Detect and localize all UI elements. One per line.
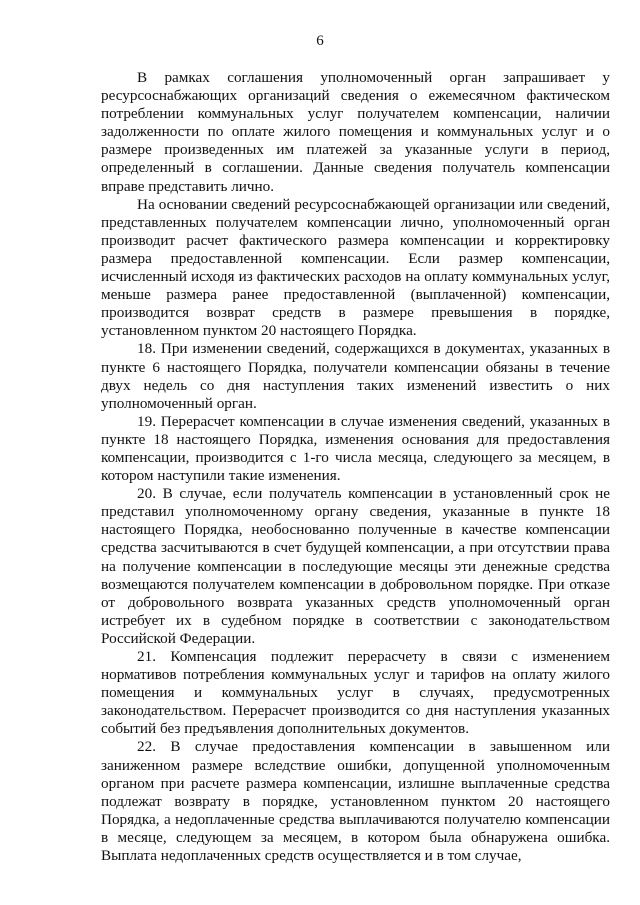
paragraph-21: 21. Компенсация подлежит перерасчету в связи с изменением нормативов потребления коммунальных услуг и тарифов на оплату жилого помещения и коммунальных услуг в случаях, предусмотренных законодательством. Перерасчет производится со дня наступления указанных событий без предъявления дополнительных документов. xyxy=(101,648,610,738)
paragraph-20: 20. В случае, если получатель компенсации в установленный срок не представил уполномоченному органу сведения, указанные в пункте 18 настоящего Порядка, необоснованно полученные в качестве компенсации средства засчитываются в счет будущей компенсации, а при отсутствии права на получение компенсации в последующие месяцы эти денежные средства возмещаются получателем компенсации в добровольном порядке. При отказе от добровольного возврата указанных средств уполномоченный орган истребует их в судебном порядке в соответствии с законодательством Российской Федерации. xyxy=(101,485,610,647)
paragraph-19: 19. Перерасчет компенсации в случае изменения сведений, указанных в пункте 18 настоящего Порядка, изменения основания для предоставления компенсации, производится с 1-го числа месяца, следующего за месяцем, в котором наступили такие изменения. xyxy=(101,412,610,485)
paragraph-22: 22. В случае предоставления компенсации в завышенном или заниженном размере вследствие ошибки, допущенной уполномоченным органом при расчете размера компенсации, излишне выплаченные средства подлежат возврату в порядке, установленном пунктом 20 настоящего Порядка, а недоплаченные средства выплачиваются получателю компенсации в месяце, следующем за месяцем, в котором была обнаружена ошибка. Выплата недоплаченных средств осуществляется и в том случае, xyxy=(101,738,610,865)
paragraph-recalculation-basis: На основании сведений ресурсоснабжающей организации или сведений, представленных получателем компенсации лично, уполномоченный орган производит расчет фактического размера компенсации и корректировку размера предоставленной компенсации. Если размер компенсации, исчисленный исходя из фактических расходов на оплату коммунальных услуг, меньше размера ранее предоставленной (выплаченной) компенсации, производится возврат средств в размере превышения в порядке, установленном пунктом 20 настоящего Порядка. xyxy=(101,195,610,340)
page-number: 6 xyxy=(316,33,324,49)
document-body xyxy=(101,69,610,865)
paragraph-18: 18. При изменении сведений, содержащихся в документах, указанных в пункте 6 настоящего Порядка, получатели компенсации обязаны в течение двух недель со дня наступления таких изменений известить о них уполномоченный орган. xyxy=(101,340,610,412)
paragraph-agreement-request: В рамках соглашения уполномоченный орган запрашивает у ресурсоснабжающих организаций сведения о ежемесячном фактическом потреблении коммунальных услуг получателем компенсации, наличии задолженности по оплате жилого помещения и коммунальных услуг и о размере произведенных им платежей за указанные услуги в период, определенный в соглашении. Данные сведения получатель компенсации вправе представить лично. xyxy=(101,69,610,195)
